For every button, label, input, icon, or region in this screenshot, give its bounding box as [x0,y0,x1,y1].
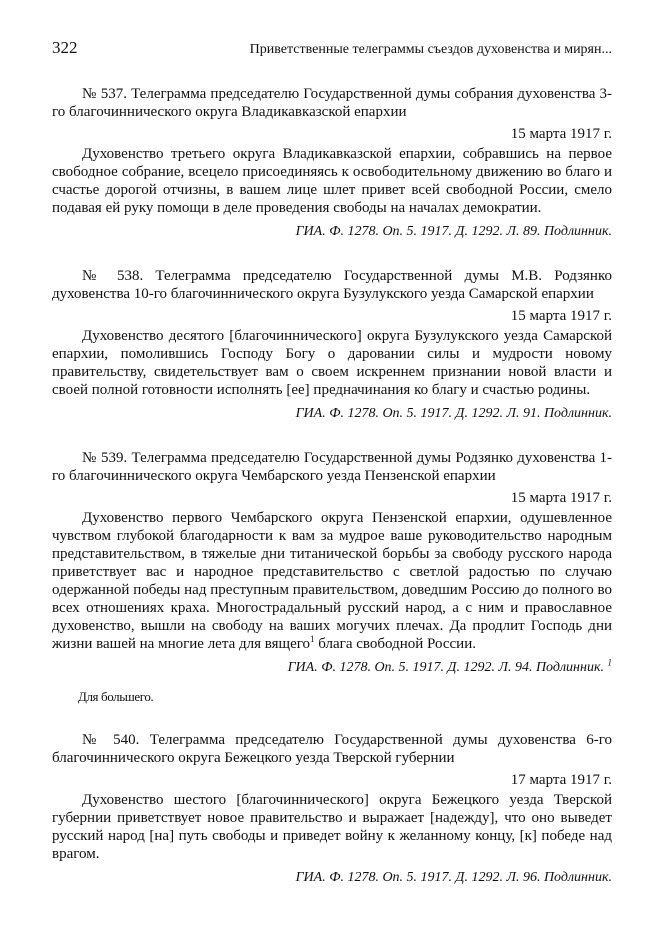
document-entry-537 [52,85,612,241]
entry-body-text: блага свободной России. [314,636,476,652]
page-number: 322 [52,38,78,57]
document-entry-538 [52,267,612,423]
entry-body [52,509,612,653]
entry-body: Духовенство шестого [благочиннического] округа Бежецкого уезда Тверской губернии приветствует новое правительство и выражает [надежду], что оно выведет русский народ [на] путь свободы и приведет войну к желанному концу, [к] победе над врагом. [52,792,612,862]
entry-date: 15 марта 1917 г. [510,308,612,324]
entry-body: Духовенство десятого [благочиннического] округа Бузулукского уезда Самарской епархии, помолившись Господу Богу о даровании силы и мудрости новому правительству, свидетельствует вам о своем искреннем признании новой власти и своей полной готовности исполнять [ее] предначинания ко благу и счастью родины. [52,328,612,398]
document-entry-540 [52,731,612,887]
archive-citation: ГИА. Ф. 1278. Оп. 5. 1917. Д. 1292. Л. 91. Подлинник. [295,406,612,421]
page-content [52,85,612,913]
archive-citation: ГИА. Ф. 1278. Оп. 5. 1917. Д. 1292. Л. 89. Подлинник. [295,224,612,239]
archive-citation-text: ГИА. Ф. 1278. Оп. 5. 1917. Д. 1292. Л. 94. Подлинник. [287,660,604,675]
entry-date: 15 марта 1917 г. [510,126,612,142]
page-header [52,38,612,58]
document-entry-539 [52,449,612,705]
entry-body-text: Духовенство первого Чембарского округа Пензенской епархии, одушевленное чувством глубокой благодарности к вам за мудрое ваше руководительство народным представительством, в тяжелые дни титанической борьбы за свободу русского народа приветствует вас и народное представительство с светлой радостью по случаю одержанной победы над преступным правительством, доведшим Россию до полного во всех отношениях краха. Многострадальный русский народ, а с ним и православное духовенство, вышли на свободу на ваших могучих плечах. Да продлит Господь дни жизни вашей на многие лета для вящего [52,510,612,652]
entry-body: Духовенство третьего округа Владикавказской епархии, собравшись на первое свободное собрание, всецело присоединяясь к освободительному движению во благо и счастье дорогой отчизны, в вашем лице шлет привет всей свободной России, смело подавая ей руку помощи в деле проведения свободы на началах демократии. [52,146,612,216]
entry-title: № 538. Телеграмма председателю Государственной думы М.В. Родзянко духовенства 10-го благочиннического округа Бузулукского уезда Самарской епархии [52,268,612,302]
footnote-mark: 1 [607,657,612,668]
footnote: Для большего. [78,689,154,704]
archive-citation [52,659,612,677]
entry-title: № 539. Телеграмма председателю Государственной думы Родзянко духовенства 1-го благочиннического округа Чембарского уезда Пензенской епархии [52,450,612,484]
entry-title: № 540. Телеграмма председателю Государственной думы духовенства 6-го благочиннического округа Бежецкого уезда Тверской губернии [52,732,612,766]
archive-citation: ГИА. Ф. 1278. Оп. 5. 1917. Д. 1292. Л. 96. Подлинник. [295,870,612,885]
footnote-mark: 1 [310,634,315,644]
running-title: Приветственные телеграммы съездов духовенства и мирян... [249,42,612,57]
entry-title: № 537. Телеграмма председателю Государственной думы собрания духовенства 3-го благочиннического округа Владикавказской епархии [52,86,612,120]
entry-date: 17 марта 1917 г. [510,772,612,788]
entry-date: 15 марта 1917 г. [510,490,612,506]
